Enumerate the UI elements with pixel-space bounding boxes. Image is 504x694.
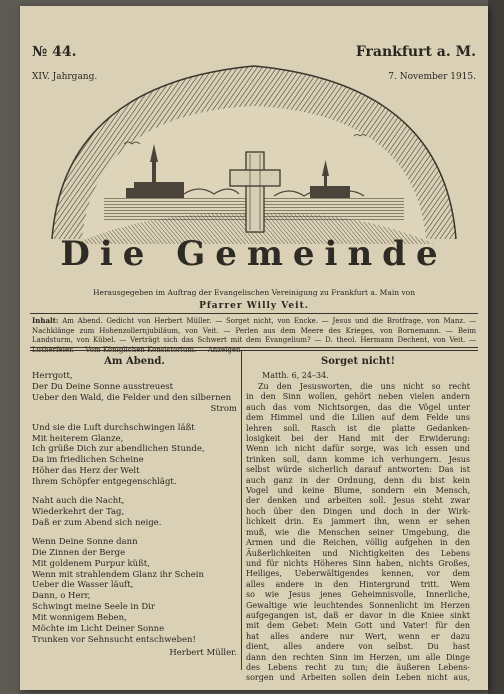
divider (30, 347, 478, 348)
poem-stanza (32, 496, 237, 529)
poem-stanza (32, 371, 237, 415)
scripture-reference: Matth. 6, 24–34. (262, 371, 329, 380)
poem-column (32, 356, 237, 658)
article-line: mit dem Gebet: Mein Gott und Vater! für den (246, 621, 470, 631)
article-line: losigkeit bei der Hand mit der Erwiderung: (246, 434, 470, 444)
poem-line: Mit heiterem Glanze, (32, 433, 124, 444)
poem-line: Da im friedlichen Scheine (32, 455, 144, 466)
article-body (246, 382, 470, 684)
newspaper-page (20, 6, 488, 690)
article-line: hat alles andere nur Wert, wenn er dazu (246, 631, 470, 641)
article-line: Vogel und keine Blume, sondern ein Mensch, (246, 486, 470, 496)
contents-label: Inhalt: (32, 316, 59, 325)
article-line: dient, alles andere von selbst. Du hast (246, 642, 470, 652)
poem-line: Strom (210, 403, 237, 414)
article-line: trinken soll, dann komme ich verhungern. Jesus (246, 454, 470, 464)
poem-line: Mit wonnigem Beben, (32, 613, 127, 624)
publisher-line: Herausgegeben im Auftrag der Evangelischen Vereinigung zu Frankfurt a. Main von (92, 288, 416, 297)
article-line: alles andere in den Hintergrund tritt. Wem (246, 579, 470, 589)
article-line: Äußerlichkeiten und Nichtigkeiten des Lebens (246, 548, 470, 558)
article-line: auch das vom Nichtsorgen, das die Vögel unter (246, 402, 470, 412)
article-line: sorgen und Arbeiten sollen dein Leben nicht aus, (246, 673, 470, 683)
article-line: Wenn ich nicht dafür sorge, was ich essen und (246, 444, 470, 454)
poem-line: Wenn mit strahlendem Glanz ihr Schein (32, 569, 204, 580)
poem-line: Mit goldenem Purpur küßt, (32, 558, 150, 569)
article-line: aufgegangen ist, daß er davor in die Kniee sinkt (246, 610, 470, 620)
article-title: Sorget nicht! (320, 356, 396, 367)
article-line: und für nichts Höheres Sinn haben, nichts Großes, (246, 558, 470, 568)
article-line: Gewaltige wie leuchtendes Sonnenlicht im Herzen (246, 600, 470, 610)
article-line: der denken und arbeiten soll. Jesus steht zwar (246, 496, 470, 506)
poem-line: Ich grüße Dich zur abendlichen Stunde, (32, 444, 205, 455)
poem-line: Höher das Herz der Welt (32, 466, 140, 477)
poem-line: Und sie die Luft durchschwingen läßt (32, 422, 195, 433)
poem-line: Dann, o Herr, (32, 591, 91, 602)
poem-title: Am Abend. (104, 356, 165, 367)
poem-line: Schwingt meine Seele in Dir (32, 602, 155, 613)
poem-line: Naht auch die Nacht, (32, 496, 125, 507)
issue-number: № 44. (32, 44, 77, 60)
poem-line: Daß er zum Abend sich neige. (32, 517, 162, 528)
poem-line: Möchte im Licht Deiner Sonne (32, 624, 165, 635)
poem-line: Ihrem Schöpfer entgegenschlägt. (32, 477, 177, 488)
poem-line: Der Du Deine Sonne ausstreuest (32, 381, 174, 392)
contents-text: Am Abend. Gedicht von Herbert Müller. — Sorget nicht, von Encke. — Jesus und die Brotfrage, von Manz. — Nachklänge zum Hohenzollernjubiläum, von Veit. — Perlen aus dem Meere des Krieges, von Bornemann. — Beim Landsturm, von Kübel. — Verträgt sich das Schwert mit dem Evangelium? — D. theol. Hermann Dechent, von Veit. — Lutherfeier. — Vom Königlichen Konsistorium. — Anzeigen. (32, 317, 477, 354)
poem-line: Die Zinnen der Berge (32, 547, 126, 558)
poem-line: Ueber die Wasser läuft, (32, 580, 134, 591)
article-line: lichkeit drin. Es jammert ihn, wenn er sehen (246, 517, 470, 527)
article-line: Heiliges, Ueberwältigendes kennen, vor dem (246, 569, 470, 579)
article-line: Armen und die Reichen, völlig aufgehen in den (246, 538, 470, 548)
poem-stanza (32, 423, 237, 488)
poem-author: Herbert Müller. (169, 647, 237, 658)
article-column (246, 356, 470, 684)
poem-line: Ueber den Wald, die Felder und den silbernen (32, 392, 232, 403)
issue-date: 7. November 1915. (388, 72, 476, 82)
poem-line: Herrgott, (32, 371, 73, 381)
article-line: auch ganz in der Ordnung, denn du bist kein (246, 475, 470, 485)
article-line: hoch über den Dingen und doch in der Wirk- (246, 506, 470, 516)
article-line: des Lebens recht zu tun; die äußeren Lebens- (246, 662, 470, 672)
article-line: lehren soll. Rasch ist die platte Gedanken- (246, 423, 470, 433)
editor-line: Pfarrer Willy Veit. (199, 301, 309, 311)
adjacent-page-edge (488, 0, 504, 694)
poem-line: Wenn Deine Sonne dann (32, 536, 138, 547)
poem-line: Wiederkehrt der Tag, (32, 506, 125, 517)
article-line: so wie Jesus jenes Geheimnisvolle, Innerliche, (246, 590, 470, 600)
masthead-title: Die Gemeinde (60, 234, 448, 274)
article-line: muß, wie die Menschen seiner Umgebung, die (246, 527, 470, 537)
article-line: Zu den Jesusworten, die uns nicht so recht (258, 382, 470, 391)
volume-label: XIV. Jahrgang. (32, 72, 98, 82)
article-line: in den Sinn wollen, gehört neben vielen andern (246, 392, 470, 402)
poem-line: Trunken vor Sehnsucht entschweben! (32, 634, 196, 645)
divider (30, 350, 478, 351)
article-line: selbst würde sicherlich darauf antworten: Das ist (246, 465, 470, 475)
poem-stanza (32, 537, 237, 646)
divider (30, 313, 478, 314)
article-line: dem Himmel und die Lilien auf dem Felde uns (246, 413, 470, 423)
publication-city: Frankfurt a. M. (355, 44, 476, 60)
column-divider (241, 350, 242, 670)
article-line: dann den rechten Sinn im Herzen, um alle Dinge (246, 652, 470, 662)
